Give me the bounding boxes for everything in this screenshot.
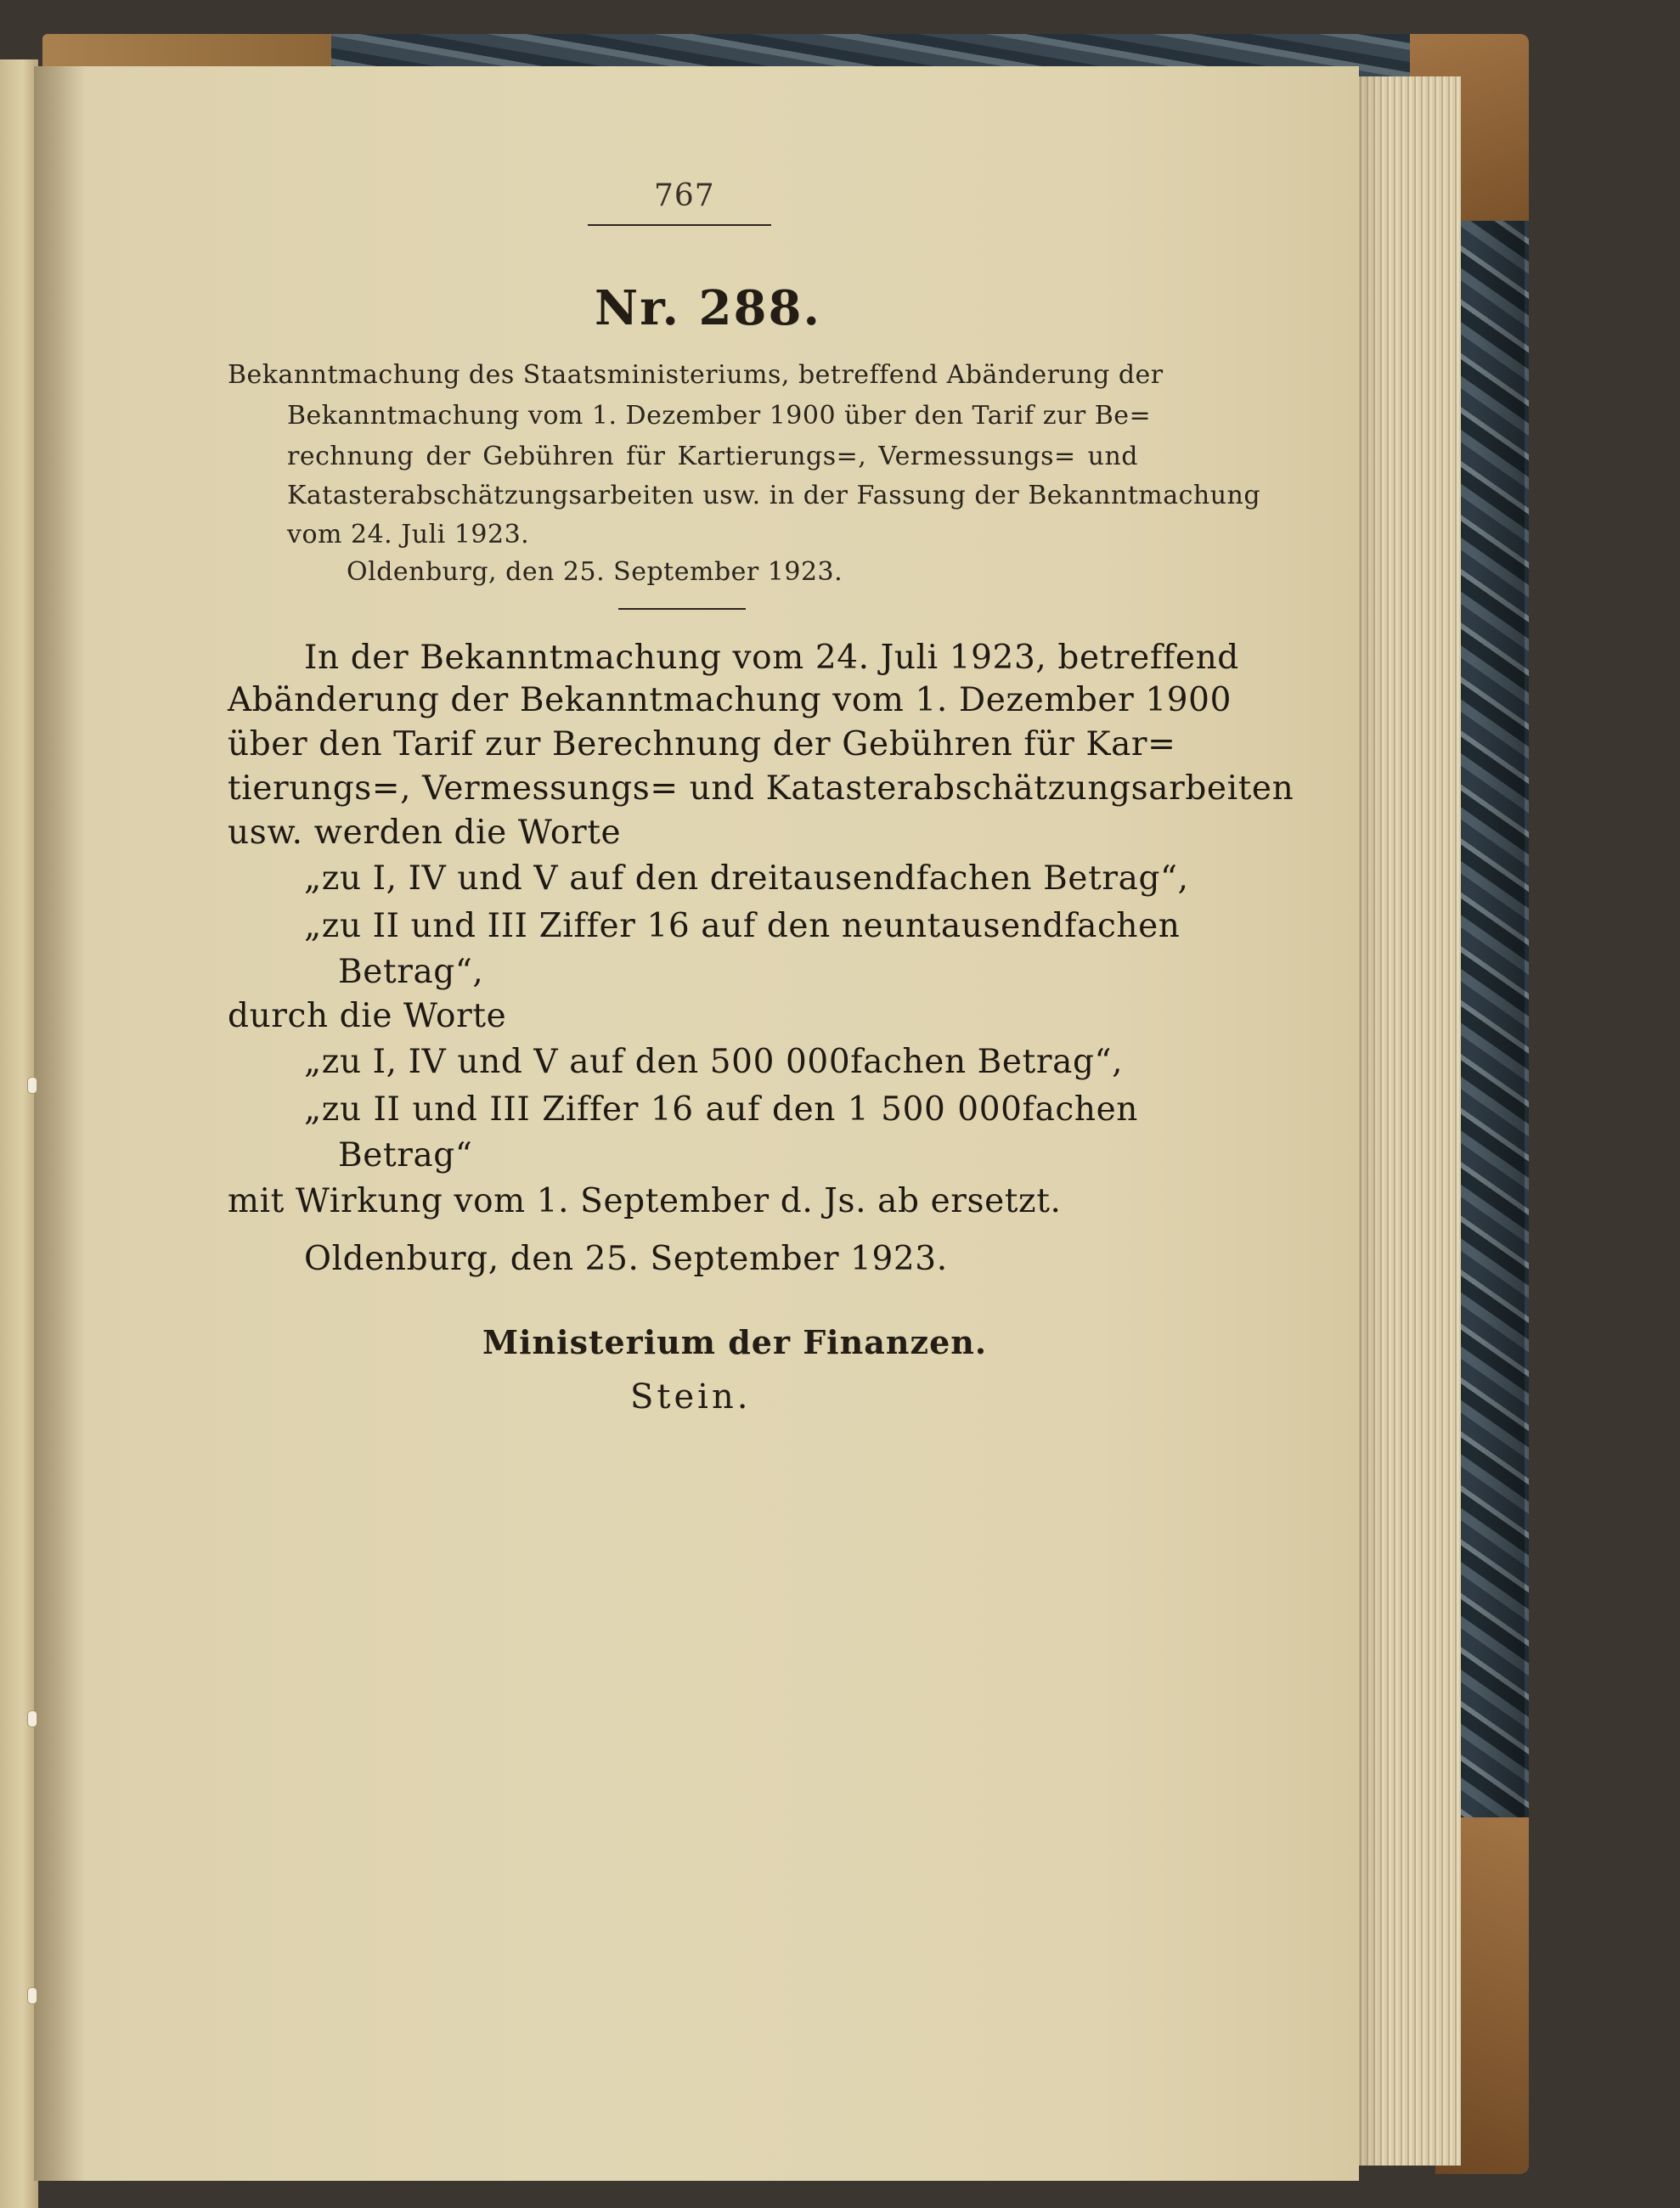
heading-line: vom 24. Juli 1923. [287,520,530,549]
body-line: In der Bekanntmachung vom 24. Juli 1923, betreffend [304,639,1239,677]
body-line: „zu II und III Ziffer 16 auf den 1 500 000fachen [304,1090,1138,1129]
body-line: „zu I, IV und V auf den 500 000fachen Betrag“, [304,1043,1124,1081]
page-gutter [34,66,85,2181]
facing-page [0,59,38,2208]
signature-name: Stein. [630,1377,752,1417]
body-line: „zu I, IV und V auf den dreitausendfachen Betrag“, [304,859,1189,898]
body-line: tierungs=, Vermessungs= und Katasterabschätzungsarbeiten [228,769,1294,808]
closing-place-date: Oldenburg, den 25. September 1923. [304,1240,948,1278]
body-line: „zu II und III Ziffer 16 auf den neuntausendfachen [304,907,1181,945]
body-line: über den Tarif zur Berechnung der Gebühren für Kar= [228,725,1176,763]
document-title: Nr. 288. [595,280,821,336]
section-rule [618,608,746,610]
binding-stitch [27,1077,37,1094]
page-number-rule [588,224,771,226]
binding-stitch [27,1987,37,2004]
heading-line: Katasterabschätzungsarbeiten usw. in der Fassung der Bekanntmachung [287,481,1261,510]
body-line: Betrag“ [338,1136,473,1174]
heading-line: Bekanntmachung des Staatsministeriums, betreffend Abänderung der [228,360,1164,390]
body-line: usw. werden die Worte [228,814,622,852]
page-number: 767 [654,178,715,213]
heading-line: Bekanntmachung vom 1. Dezember 1900 über den Tarif zur Be= [287,401,1152,431]
signature-authority: Ministerium der Finanzen. [482,1323,988,1361]
body-line: Betrag“, [338,953,484,991]
binding-stitch [27,1710,37,1727]
body-line: Abänderung der Bekanntmachung vom 1. Dezember 1900 [228,681,1232,719]
heading-line: rechnung der Gebühren für Kartierungs=, Vermessungs= und [287,442,1138,471]
body-line: mit Wirkung vom 1. September d. Js. ab ersetzt. [228,1182,1062,1220]
heading-place-date: Oldenburg, den 25. September 1923. [347,557,843,587]
body-line: durch die Worte [228,997,507,1035]
